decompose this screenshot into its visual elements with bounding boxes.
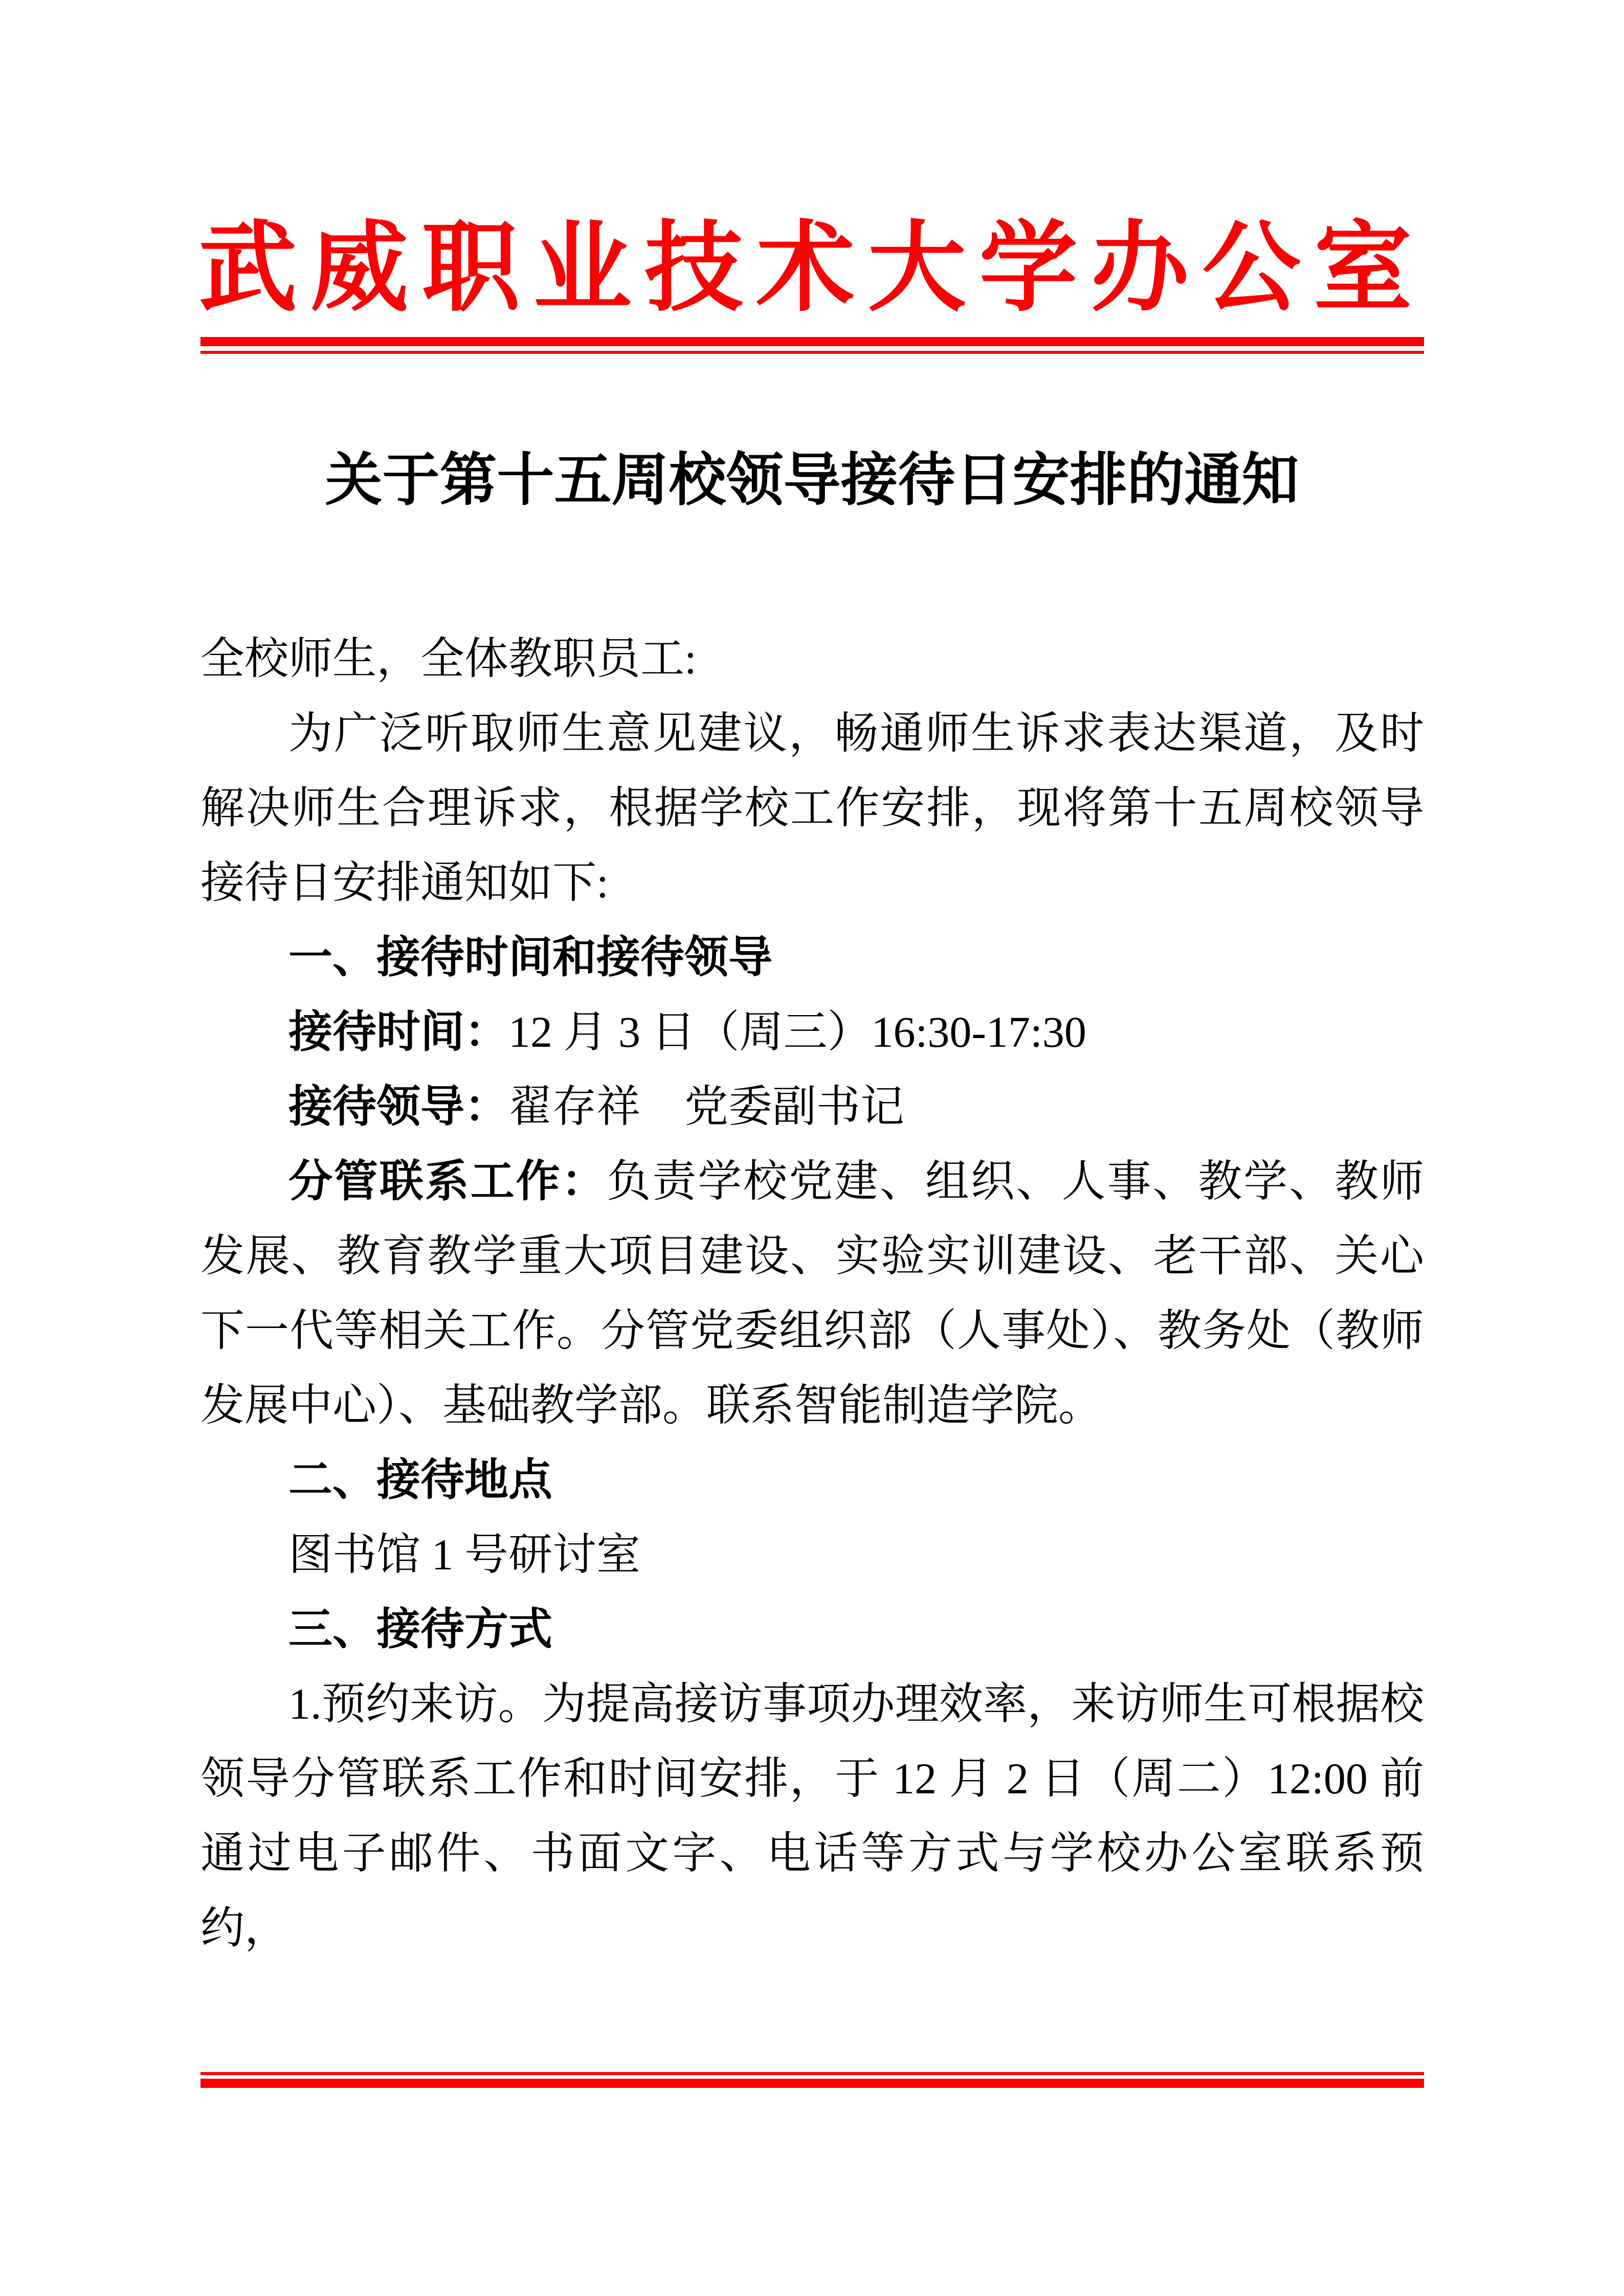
intro-paragraph: 为广泛听取师生意见建议，畅通师生诉求表达渠道，及时解决师生合理诉求，根据学校工作安排，现将第十五周校领导接待日安排通知如下: [201, 709, 1424, 907]
document-body [201, 621, 1424, 1965]
section-3-heading: 三、接待方式 [288, 1605, 552, 1654]
duty-label: 分管联系工作： [288, 1157, 607, 1206]
appointment-paragraph: 1.预约来访。为提高接访事项办理效率，来访师生可根据校领导分管联系工作和时间安排，于 12 月 2 日（周二）12:00 前通过电子邮件、书面文字、电话等方式与学校办公室联系预约， [201, 1679, 1424, 1952]
letterhead-thick-rule [201, 337, 1424, 346]
reception-leader-value: 翟存祥 党委副书记 [508, 1082, 904, 1131]
section-2-heading: 二、接待地点 [288, 1455, 552, 1504]
duty-text: 负责学校党建、组织、人事、教学、教师发展、教育教学重大项目建设、实验实训建设、老干部、关心下一代等相关工作。分管党委组织部（人事处）、教务处（教师发展中心）、基础教学部。联系智能制造学院。 [201, 1157, 1425, 1430]
document-title: 关于第十五周校领导接待日安排的通知 [325, 449, 1299, 512]
reception-time-value: 12 月 3 日（周三）16:30-17:30 [508, 1007, 1086, 1056]
reception-leader-line [201, 1069, 1424, 1144]
letterhead-org-name: 武威职业技术大学办公室 [198, 214, 1426, 323]
reception-leader-label: 接待领导： [288, 1082, 508, 1131]
footer-divider [201, 2072, 1424, 2088]
footer-thick-rule [201, 2079, 1424, 2088]
reception-time-line [201, 995, 1424, 1069]
duty-paragraph [201, 1144, 1424, 1443]
reception-time-label: 接待时间： [288, 1007, 508, 1056]
letterhead-divider [201, 337, 1424, 354]
letterhead-thin-rule [201, 351, 1424, 354]
salutation: 全校师生，全体教职员工: [201, 634, 697, 683]
reception-location: 图书馆 1 号研讨室 [288, 1530, 640, 1579]
section-1-heading: 一、接待时间和接待领导 [288, 933, 772, 982]
footer-thin-rule [201, 2072, 1424, 2075]
